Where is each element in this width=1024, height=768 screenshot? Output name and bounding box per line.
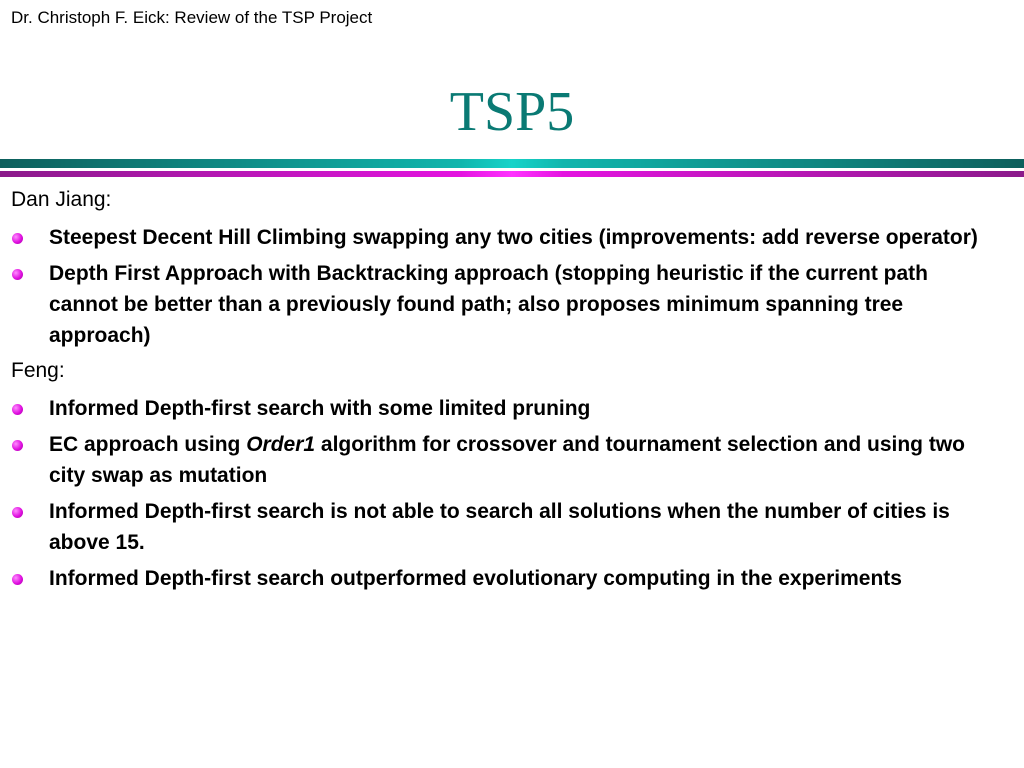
section-label-dan-jiang: Dan Jiang: [11, 188, 112, 211]
bullet-dot-icon [12, 507, 23, 518]
list-item [11, 258, 1001, 351]
bullet-dot-icon [12, 574, 23, 585]
list-item [11, 222, 1001, 253]
bullet-text: Depth First Approach with Backtracking approach (stopping heuristic if the current path cannot be better than a previously found path; also proposes minimum spanning tree approach) [49, 262, 928, 347]
list-item [11, 393, 1001, 424]
slide-header: Dr. Christoph F. Eick: Review of the TSP Project [11, 8, 373, 27]
bullet-text-italic: Order1 [246, 433, 316, 456]
slide-title: TSP5 [449, 81, 575, 143]
list-item [11, 563, 1001, 594]
bullet-text-prefix: EC approach using [49, 433, 247, 456]
list-item [11, 496, 1001, 558]
bullet-text: Informed Depth-first search is not able to search all solutions when the number of cities is above 15. [49, 500, 950, 554]
section-label-feng: Feng: [11, 359, 65, 382]
title-divider-teal [0, 159, 1024, 168]
bullet-text: Informed Depth-first search with some limited pruning [49, 397, 591, 420]
title-divider-magenta [0, 171, 1024, 177]
bullet-text: Steepest Decent Hill Climbing swapping any two cities (improvements: add reverse operator) [49, 226, 978, 249]
bullet-text: Informed Depth-first search outperformed evolutionary computing in the experiments [49, 567, 902, 590]
slide-content [11, 186, 1001, 600]
bullet-dot-icon [12, 269, 23, 280]
list-item [11, 429, 1001, 491]
bullet-dot-icon [12, 233, 23, 244]
bullet-dot-icon [12, 440, 23, 451]
bullet-text-suffix: algorithm for crossover and tournament selection and using two city swap as mutation [49, 433, 966, 487]
bullet-list-feng [11, 393, 1001, 594]
bullet-dot-icon [12, 404, 23, 415]
bullet-list-dan-jiang [11, 222, 1001, 351]
